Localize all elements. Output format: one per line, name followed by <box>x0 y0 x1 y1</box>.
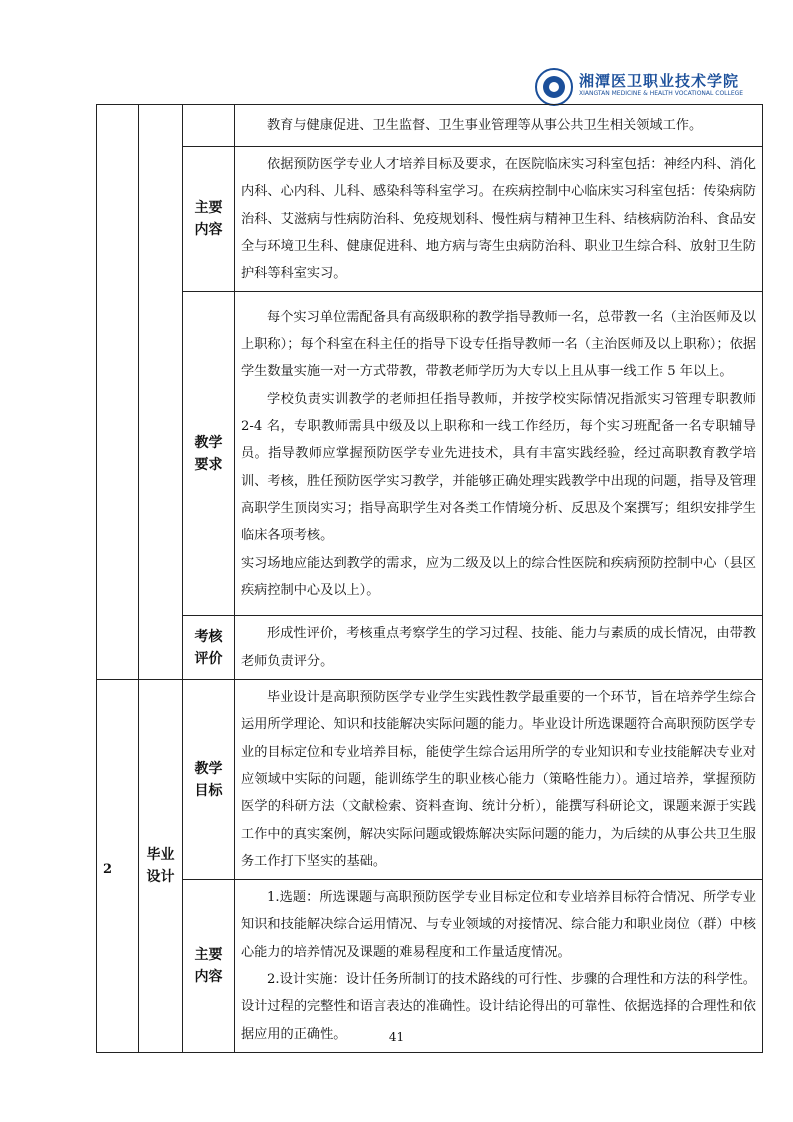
page-number: 41 <box>388 1030 405 1044</box>
section-number: 2 <box>97 680 139 1053</box>
school-name-english: XIANGTAN MEDICINE & HEALTH VOCATIONAL COLLEGE <box>579 90 744 97</box>
curriculum-table <box>96 104 763 1053</box>
cell-label-assessment <box>183 616 235 680</box>
label-assessment: 考核评价 <box>194 628 223 667</box>
label-graduation-main-content: 主要内容 <box>194 947 223 986</box>
school-name: 湘潭医卫职业技术学院 <box>579 72 740 90</box>
teaching-paragraph-1: 每个实习单位需配备具有高级职称的教学指导教师一名，总带教一名（主治医师及以上职称）；每个科室在科主任的指导下设专任指导教师一名（主治医师及以上职称）；依据学生数量实施一对一方式带教，带教老师学历为大专以上且从事一线工作 5 年以上。 <box>241 309 756 380</box>
graduation-content-paragraph-2: 2.设计实施：设计任务所制订的技术路线的可行性、步骤的合理性和方法的科学性。设计过程的完整性和语言表达的准确性。设计结论得出的可靠性、依据选择的合理性和依据应用的正确性。 <box>241 972 756 1042</box>
school-seal-icon <box>535 68 573 106</box>
cell-label-goal <box>183 680 235 880</box>
table-row-content <box>97 147 763 292</box>
graduation-content-paragraph-1: 1.选题：所选课题与高职预防医学专业目标定位和专业培养目标符合情况、所学专业知识和技能解决综合运用情况、与专业领域的对接情况、综合能力和职业岗位（群）中核心能力的培养情况及课题的难易程度和工作量适度情况。 <box>241 890 756 960</box>
cell-body-assessment <box>235 616 763 680</box>
table-row-assessment <box>97 616 763 680</box>
table-row-top <box>97 105 763 147</box>
cell-label-content <box>183 147 235 292</box>
cell-body-top <box>235 105 763 147</box>
label-teaching-requirements: 教学要求 <box>194 434 223 473</box>
cell-label-teaching <box>183 292 235 616</box>
cell-body-content <box>235 147 763 292</box>
cell-number-prev <box>97 105 139 680</box>
goal-body-text: 毕业设计是高职预防医学专业学生实践性教学最重要的一个环节，旨在培养学生综合运用所学理论、知识和技能解决实际问题的能力。毕业设计所选课题符合高职预防医学专业的目标定位和专业培养目标，能使学生综合运用所学的专业知识和专业技能解决专业对应领域中实际的问题，能训练学生的职业核心能力（策略性能力）。通过培养，掌握预防医学的科研方法（文献检索、资料查询、统计分析），能撰写科研论文，课题来源于实践工作中的真实案例，解决实际问题或锻炼解决实际问题的能力，为后续的从事公共卫生服务工作打下坚实的基础。 <box>241 690 756 869</box>
top-body-text: 教育与健康促进、卫生监督、卫生事业管理等从事公共卫生相关领域工作。 <box>267 117 703 133</box>
cell-body-goal <box>235 680 763 880</box>
teaching-paragraph-2: 学校负责实训教学的老师担任指导教师，并按学校实际情况指派实习管理专职教师 2-4 名，专职教师需具中级及以上职称和一线工作经历，每个实习班配备一名专职辅导员。指导教师应掌握预防医学专业先进技术，具有丰富实践经验，经过高职教育教学培训、考核，胜任预防医学实习教学，并能够正确处理实践教学中出现的问题，指导及管理高职学生顶岗实习；指导高职学生对各类工作情境分析、反思及个案撰写；组织安排学生临床各项考核。 <box>241 391 756 544</box>
label-teaching-goal: 教学目标 <box>194 760 223 799</box>
cell-name-prev <box>139 105 183 680</box>
cell-section-name <box>139 680 183 1053</box>
section-name-graduation-design: 毕业设计 <box>146 847 175 885</box>
table-row-teaching <box>97 292 763 616</box>
assessment-body-text: 形成性评价，考核重点考察学生的学习过程、技能、能力与素质的成长情况，由带教老师负责评分。 <box>241 626 756 669</box>
cell-label-graduation-content <box>183 880 235 1053</box>
cell-body-teaching <box>235 292 763 616</box>
cell-label-empty <box>183 105 235 147</box>
table-row-graduation-content <box>97 880 763 1053</box>
content-body-text: 依据预防医学专业人才培养目标及要求，在医院临床实习科室包括：神经内科、消化内科、心内科、儿科、感染科等科室学习。在疾病控制中心临床实习科室包括：传染病防治科、艾滋病与性病防治科、免疫规划科、慢性病与精神卫生科、结核病防治科、食品安全与环境卫生科、健康促进科、地方病与寄生虫病防治科、职业卫生综合科、放射卫生防护科等科室实习。 <box>241 157 756 282</box>
label-main-content: 主要内容 <box>194 200 223 239</box>
cell-body-graduation-content <box>235 880 763 1053</box>
teaching-paragraph-3: 实习场地应能达到教学的需求，应为二级及以上的综合性医院和疾病预防控制中心（县区疾病控制中心及以上）。 <box>241 555 756 598</box>
table-row-goal <box>97 680 763 880</box>
